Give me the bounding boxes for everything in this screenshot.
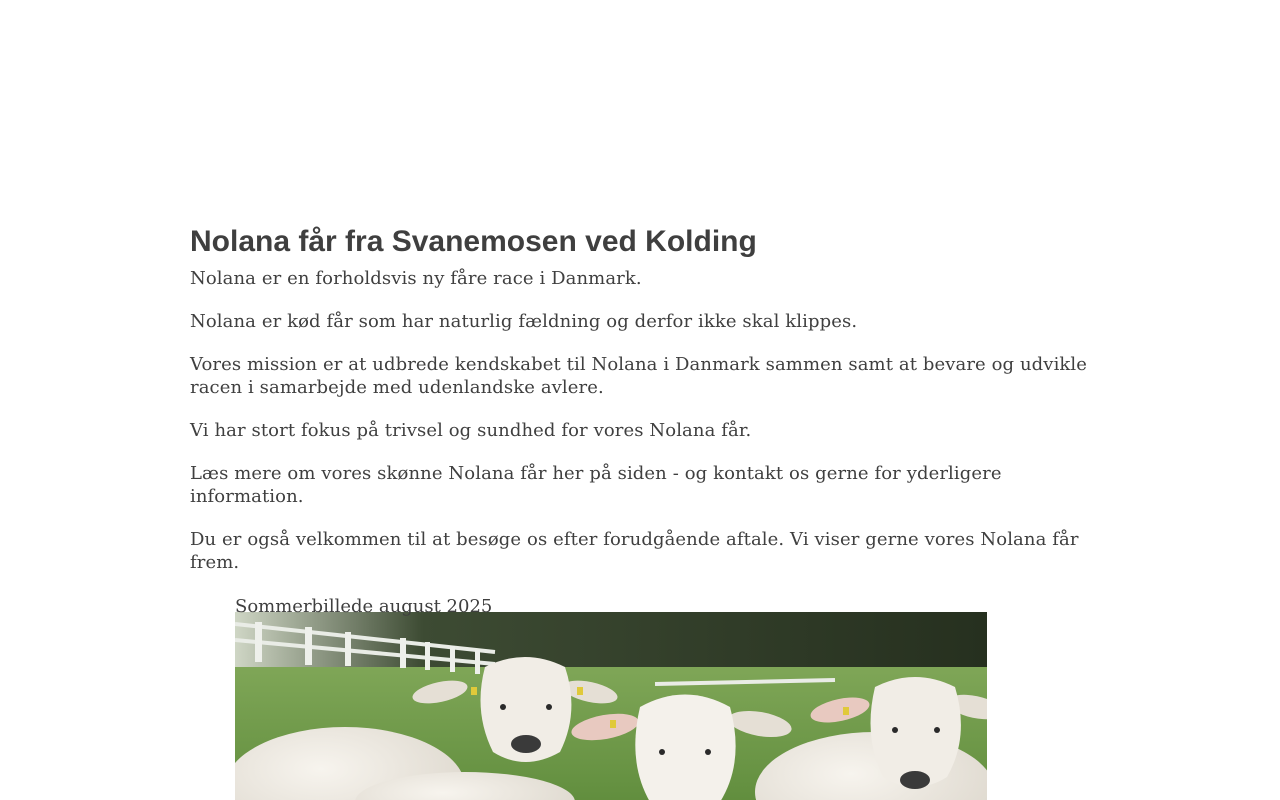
visit-paragraph: Du er også velkommen til at besøge os efter forudgående aftale. Vi viser gerne vores Nolana får frem.: [190, 529, 1079, 573]
page-title: Nolana får fra Svanemosen ved Kolding: [190, 225, 757, 258]
intro-paragraph-2: Nolana er kød får som har naturlig fældning og derfor ikke skal klippes.: [190, 311, 858, 332]
photo-figure: [235, 595, 987, 800]
intro-paragraph-1: Nolana er en forholdsvis ny fåre race i Danmark.: [190, 268, 642, 289]
sheep-photo: [235, 612, 987, 800]
main-content: [190, 222, 1090, 594]
mission-paragraph: Vores mission er at udbrede kendskabet til Nolana i Danmark sammen samt at bevare og udvikle racen i samarbejde med udenlandske avlere.: [190, 354, 1088, 398]
photo-caption: Sommerbillede august 2025: [235, 596, 493, 617]
read-more-paragraph: Læs mere om vores skønne Nolana får her på siden - og kontakt os gerne for yderligere information.: [190, 463, 1002, 507]
welfare-paragraph: Vi har stort fokus på trivsel og sundhed for vores Nolana får.: [190, 420, 752, 441]
sheep-photo-illustration: [235, 612, 987, 800]
